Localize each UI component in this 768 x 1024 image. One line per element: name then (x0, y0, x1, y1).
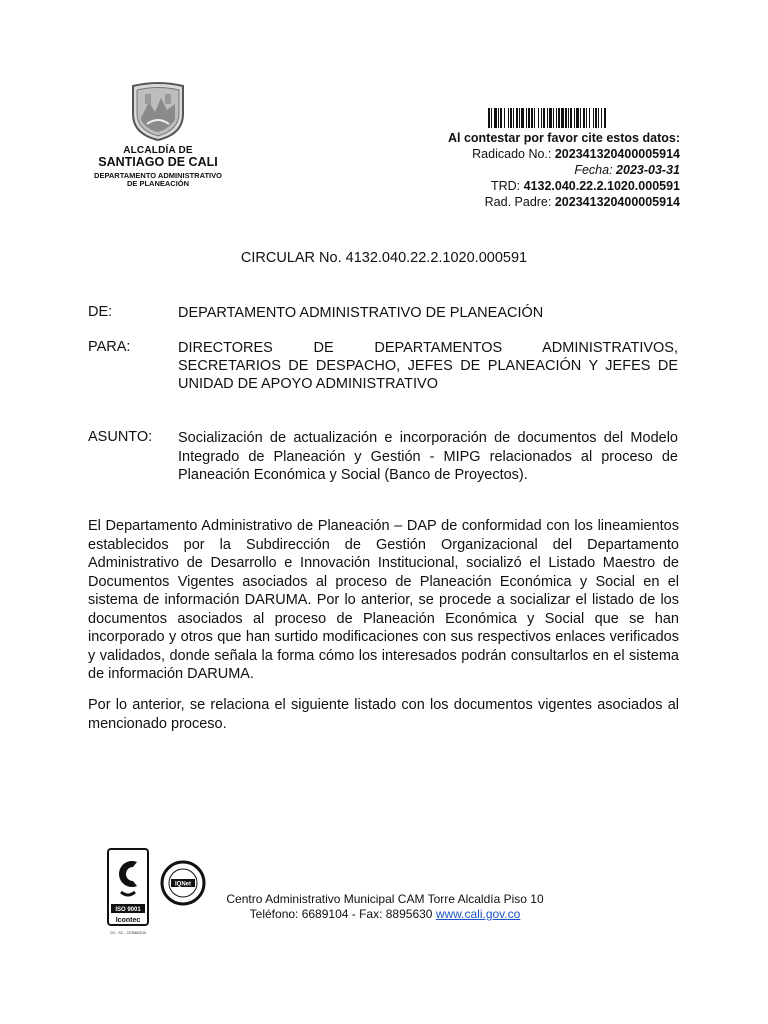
barcode-icon (488, 108, 680, 128)
para-line-1: DIRECTORES DE DEPARTAMENTOS ADMINISTRATIVOS, (178, 340, 678, 356)
rad-padre-line (448, 194, 680, 210)
footer-address: Centro Administrativo Municipal CAM Torre Alcaldía Piso 10 (226, 892, 544, 906)
body-paragraph-2: Por lo anterior, se relaciona el siguiente listado con los documentos vigentes asociados al mencionado proceso. (88, 697, 679, 732)
de-text: DEPARTAMENTO ADMINISTRATIVO DE PLANEACIÓN (178, 305, 544, 321)
de-label: DE: (88, 304, 113, 320)
rad-padre-label: Rad. Padre: (484, 195, 552, 209)
body-paragraph-1: El Departamento Administrativo de Planeación – DAP de conformidad con los lineamientos establecidos por la Subdirección de Gestión Organizacional del Departamento Administrativo de Desarrollo e Innovación Institucional, socializó el Listado Maestro de Documentos Vigentes asociados al proceso de Planeación Económica y Social en el sistema de información DARUMA. Por lo anterior, se procede a socializar el listado de los documentos asociados al proceso de Planeación Económica y Social que se han incorporado y otros que han surtido modificaciones con sus respectivos enlaces verificados y validados, donde señala la forma cómo los interesados podrán consultarlos en el sistema de información DARUMA. (88, 518, 679, 682)
logo-line-3: DEPARTAMENTO ADMINISTRATIVO (94, 171, 222, 180)
cert-code: CO - SC - CER862016 (109, 931, 147, 935)
city-crest-icon (127, 80, 189, 142)
alcaldia-logo (88, 80, 228, 190)
radicado-block (448, 130, 680, 210)
asunto-label: ASUNTO: (88, 429, 153, 445)
asunto-text: Socialización de actualización e incorporación de documentos del Modelo Integrado de Planeación y Gestión - MIPG relacionados al proceso de Planeación Económica y Social (Banco de Proyectos). (178, 430, 678, 483)
logo-line-1: ALCALDÍA DE (123, 145, 193, 156)
fecha-label: Fecha: (574, 163, 613, 177)
iso-label: ISO 9001 (115, 907, 141, 913)
fecha-value: 2023-03-31 (616, 163, 680, 177)
iso-certification-icon (107, 848, 149, 936)
logo-line-2: SANTIAGO DE CALI (98, 155, 218, 169)
radicado-label: Radicado No.: (472, 147, 552, 161)
para-line-2: SECRETARIOS DE DESPACHO, JEFES DE PLANEACIÓN Y JEFES DE (178, 358, 678, 374)
trd-value: 4132.040.22.2.1020.000591 (523, 179, 680, 193)
footer-website-link[interactable]: www.cali.gov.co (435, 907, 521, 921)
cite-notice: Al contestar por favor cite estos datos: (447, 131, 680, 145)
para-line-3: UNIDAD DE APOYO ADMINISTRATIVO (178, 376, 438, 392)
rad-padre-value: 202341320400005914 (554, 195, 680, 209)
footer-contact-line (160, 907, 610, 922)
iqnet-label: IQNet (174, 881, 192, 888)
circular-title: CIRCULAR No. 4132.040.22.2.1020.000591 (240, 250, 528, 266)
footer-phone: Teléfono: 6689104 - Fax: 8895630 (249, 907, 433, 921)
radicado-value: 202341320400005914 (554, 147, 680, 161)
icontec-label: Icontec (115, 917, 141, 924)
trd-line (448, 178, 680, 194)
para-label: PARA: (88, 339, 131, 355)
fecha-line (448, 162, 680, 178)
trd-label: TRD: (490, 179, 521, 193)
logo-line-4: DE PLANEACIÓN (126, 179, 190, 188)
footer-address-block (160, 892, 610, 922)
radicado-line (448, 146, 680, 162)
